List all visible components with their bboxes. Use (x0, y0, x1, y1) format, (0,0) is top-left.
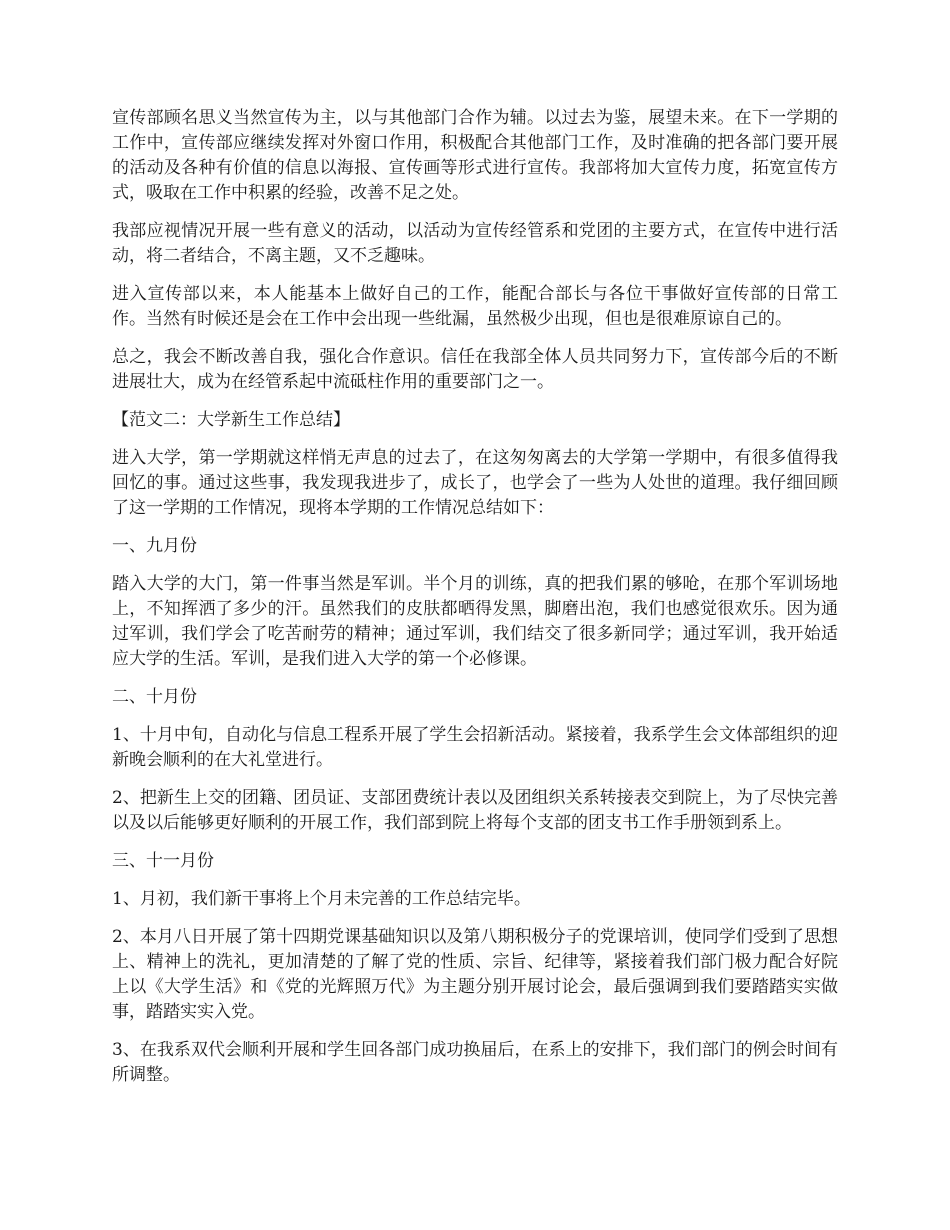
paragraph-self-review: 进入宣传部以来，本人能基本上做好自己的工作，能配合部长与各位干事做好宣传部的日常工作。当然有时候还是会在工作中会出现一些纰漏，虽然极少出现，但也是很难原谅自己的。 (112, 284, 838, 329)
paragraph-activities: 我部应视情况开展一些有意义的活动，以活动为宣传经管系和党团的主要方式，在宣传中进行活动，将二者结合，不离主题，又不乏趣味。 (112, 221, 838, 266)
heading-november: 三、十一月份 (112, 851, 214, 871)
list-item-october-1: 1、十月中旬，自动化与信息工程系开展了学生会招新活动。紧接着，我系学生会文体部组织的迎新晚会顺利的在大礼堂进行。 (112, 725, 838, 770)
list-item-november-2: 2、本月八日开展了第十四期党课基础知识以及第八期积极分子的党课培训，使同学们受到了思想上、精神上的洗礼，更加清楚的了解了党的性质、宗旨、纪律等，紧接着我们部门极力配合好院上以《大学生活》和《党的光辉照万代》为主题分别开展讨论会，最后强调到我们要踏踏实实做事，踏踏实实入党。 (112, 927, 838, 1022)
section-title-sample-two: 【范文二：大学新生工作总结】 (112, 410, 350, 430)
heading-october: 二、十月份 (112, 687, 197, 707)
list-item-november-3: 3、在我系双代会顺利开展和学生回各部门成功换届后，在系上的安排下，我们部门的例会时间有所调整。 (112, 1040, 838, 1085)
paragraph-conclusion: 总之，我会不断改善自我，强化合作意识。信任在我部全体人员共同努力下，宣传部今后的不断进展壮大，成为在经管系起中流砥柱作用的重要部门之一。 (112, 347, 838, 392)
list-item-october-2: 2、把新生上交的团籍、团员证、支部团费统计表以及团组织关系转接表交到院上，为了尽快完善以及以后能够更好顺利的开展工作，我们部到院上将每个支部的团支书工作手册领到系上。 (112, 788, 838, 833)
paragraph-military-training: 踏入大学的大门，第一件事当然是军训。半个月的训练，真的把我们累的够呛，在那个军训场地上，不知挥洒了多少的汗。虽然我们的皮肤都晒得发黑，脚磨出泡，我们也感觉很欢乐。因为通过军训，我们学会了吃苦耐劳的精神；通过军训，我们结交了很多新同学；通过军训，我开始适应大学的生活。军训，是我们进入大学的第一个必修课。 (112, 574, 838, 669)
list-item-november-1: 1、月初，我们新干事将上个月未完善的工作总结完毕。 (112, 889, 531, 909)
paragraph-publicity-plan: 宣传部顾名思义当然宣传为主，以与其他部门合作为辅。以过去为鉴，展望未来。在下一学期的工作中，宣传部应继续发挥对外窗口作用，积极配合其他部门工作，及时准确的把各部门要开展的活动及各种有价值的信息以海报、宣传画等形式进行宣传。我部将加大宣传力度，拓宽宣传方式，吸取在工作中积累的经验，改善不足之处。 (112, 108, 838, 203)
paragraph-intro: 进入大学，第一学期就这样悄无声息的过去了，在这匆匆离去的大学第一学期中，有很多值得我回忆的事。通过这些事，我发现我进步了，成长了，也学会了一些为人处世的道理。我仔细回顾了这一学期的工作情况，现将本学期的工作情况总结如下： (112, 448, 838, 518)
heading-september: 一、九月份 (112, 536, 197, 556)
